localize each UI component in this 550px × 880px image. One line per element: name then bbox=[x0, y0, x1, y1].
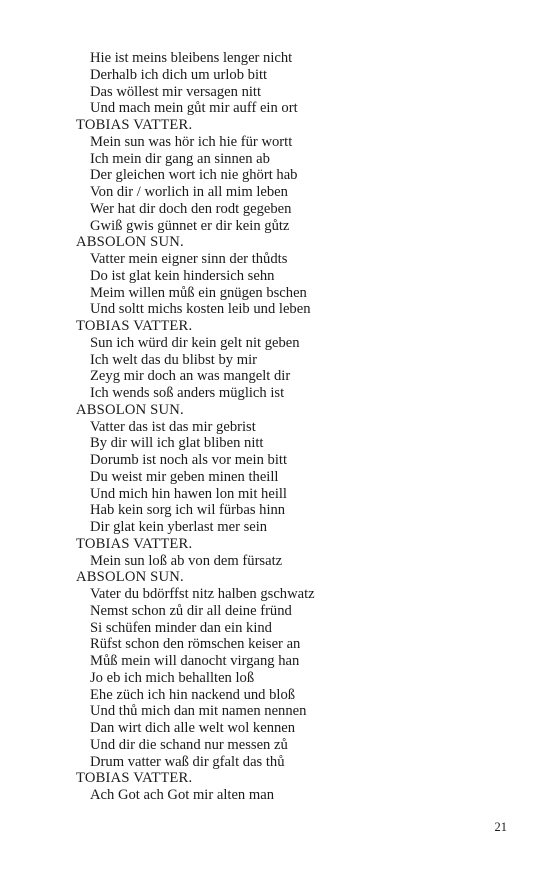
verse-line: Hab kein sorg ich wil fürbas hinn bbox=[90, 502, 286, 519]
verse-line: Vatter das ist das mir gebrist bbox=[90, 418, 256, 435]
verse-line: Drum vatter waß dir gfalt das thů bbox=[90, 753, 285, 770]
speaker-heading: ABSOLON SUN. bbox=[76, 234, 184, 251]
verse-line: Und mach mein gůt mir auff ein ort bbox=[90, 100, 298, 117]
verse-line: Ich welt das du blibst by mir bbox=[90, 351, 257, 368]
verse-line: Das wöllest mir versagen nitt bbox=[90, 83, 262, 100]
speaker-heading: TOBIAS VATTER. bbox=[76, 770, 193, 787]
verse-line: Und thů mich dan mit namen nennen bbox=[90, 703, 307, 720]
verse-line: Und soltt michs kosten leib und leben bbox=[90, 301, 311, 318]
verse-line: Ich wends soß anders müglich ist bbox=[90, 385, 285, 401]
verse-line: Gwiß gwis günnet er dir kein gůtz bbox=[90, 217, 290, 234]
verse-line: Du weist mir geben minen theill bbox=[90, 468, 279, 485]
verse-line: By dir will ich glat bliben nitt bbox=[90, 435, 264, 452]
verse-line: Sun ich würd dir kein gelt nit geben bbox=[90, 334, 300, 351]
verse-line: Ach Got ach Got mir alten man bbox=[90, 787, 274, 803]
verse-line: Do ist glat kein hindersich sehn bbox=[90, 267, 275, 284]
verse-line: Rüfst schon den römschen keiser an bbox=[90, 636, 301, 653]
page-number: 21 bbox=[494, 820, 507, 834]
verse-line: Můß mein will danocht virgang han bbox=[90, 653, 300, 669]
verse-line: Mein sun was hör ich hie für wortt bbox=[90, 133, 293, 150]
verse-line: Mein sun loß ab von dem fürsatz bbox=[90, 552, 283, 569]
verse-line: Meim willen můß ein gnügen bschen bbox=[90, 284, 307, 301]
verse-line: Dir glat kein yberlast mer sein bbox=[90, 519, 268, 535]
verse-line: Dorumb ist noch als vor mein bitt bbox=[90, 452, 287, 468]
verse-line: Und dir die schand nur messen zů bbox=[90, 736, 288, 753]
verse-line: Si schüfen minder dan ein kind bbox=[90, 619, 272, 636]
verse-line: Hie ist meins bleibens lenger nicht bbox=[90, 50, 293, 66]
speaker-heading: TOBIAS VATTER. bbox=[76, 117, 193, 133]
speaker-heading: ABSOLON SUN. bbox=[76, 569, 184, 586]
verse-line: Von dir / worlich in all mim leben bbox=[90, 184, 288, 200]
verse-line: Nemst schon zů dir all deine fründ bbox=[90, 602, 292, 619]
verse-line: Der gleichen wort ich nie ghört hab bbox=[90, 167, 298, 184]
speaker-heading: TOBIAS VATTER. bbox=[76, 318, 193, 334]
verse-line: Ehe züch ich hin nackend und bloß bbox=[90, 686, 296, 703]
verse-line: Dan wirt dich alle welt wol kennen bbox=[90, 720, 296, 736]
verse-line: Wer hat dir doch den rodt gegeben bbox=[90, 200, 292, 217]
verse-line: Zeyg mir doch an was mangelt dir bbox=[90, 368, 291, 385]
verse-line: Derhalb ich dich um urlob bitt bbox=[90, 66, 268, 83]
verse-line: Und mich hin hawen lon mit heill bbox=[90, 485, 287, 502]
verse-line: Vatter mein eigner sinn der thůdts bbox=[90, 251, 288, 267]
verse-line: Jo eb ich mich behallten loß bbox=[90, 669, 255, 686]
speaker-heading: ABSOLON SUN. bbox=[76, 401, 184, 418]
verse-line: Vater du bdörffst nitz halben gschwatz bbox=[90, 586, 315, 602]
speaker-heading: TOBIAS VATTER. bbox=[76, 535, 193, 552]
play-text bbox=[76, 50, 496, 804]
verse-line: Ich mein dir gang an sinnen ab bbox=[90, 150, 270, 167]
